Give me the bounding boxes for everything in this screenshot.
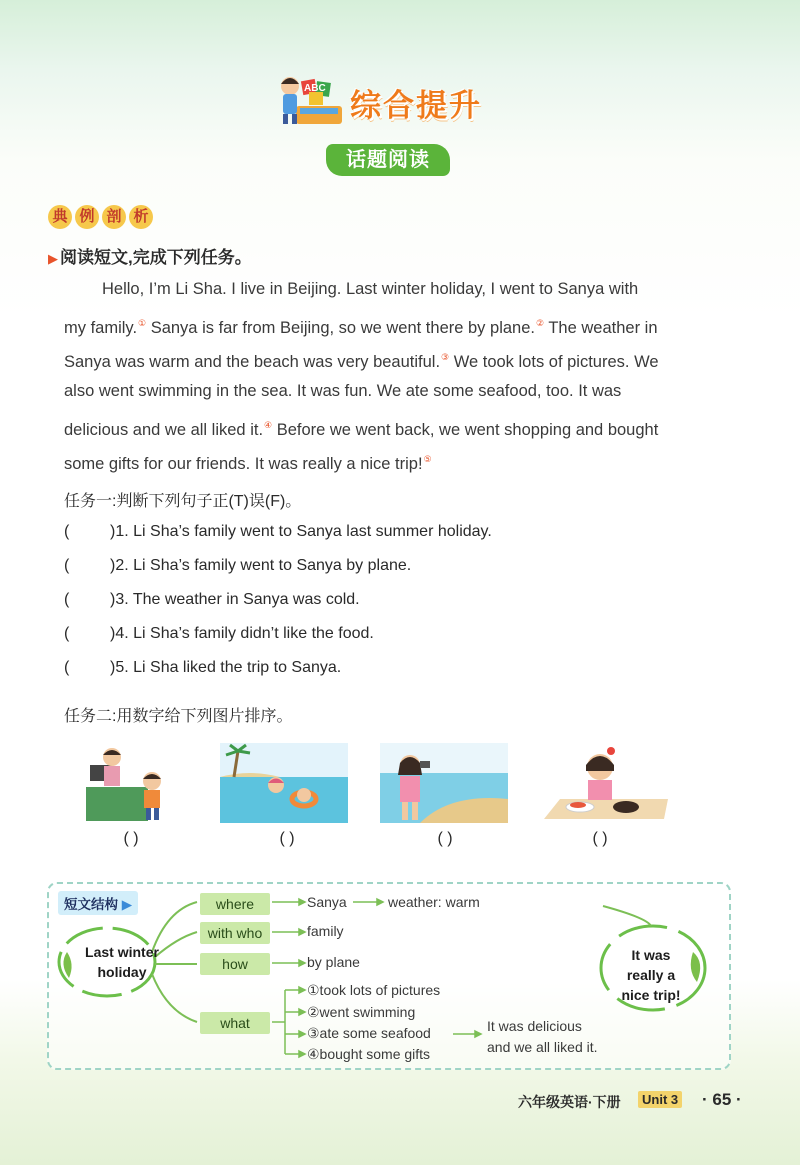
task2-title: 任务二:用数字给下列图片排序。 <box>64 708 293 725</box>
key-how: how <box>200 953 270 975</box>
order-blank[interactable]: ( ) <box>279 830 295 847</box>
question-row <box>64 557 411 575</box>
passage-line <box>64 442 730 481</box>
section-tag-char: 典 <box>48 205 72 229</box>
instruction <box>48 243 252 268</box>
task1-title: 任务一:判断下列句子正(T)误(F)。 <box>64 493 302 510</box>
passage-text: Sanya is far from Beijing, so we went there by plane. <box>146 319 535 337</box>
where-place: Sanya <box>307 894 347 910</box>
answer-blank[interactable]: ( <box>64 591 70 608</box>
sentence-marker: ① <box>138 318 147 328</box>
unit-badge: Unit 3 <box>638 1091 682 1108</box>
passage-text: The weather in <box>544 319 658 337</box>
structure-start-line: Last winter <box>85 944 159 960</box>
passage-text: Sanya was warm and the beach was very beautiful. <box>64 353 441 371</box>
structure-start <box>70 942 174 982</box>
what-item: ②went swimming <box>307 1004 416 1020</box>
sentence-marker: ③ <box>441 352 450 362</box>
question-text: )3. The weather in Sanya was cold. <box>110 591 360 608</box>
passage-line <box>64 374 730 408</box>
book-title: 六年级英语·下册 <box>518 1094 621 1110</box>
structure-end-line: really a <box>626 967 676 983</box>
structure-note-line: and we all liked it. <box>487 1039 598 1055</box>
structure-note-line: It was delicious <box>487 1018 582 1034</box>
question-row <box>64 523 492 541</box>
question-text: )2. Li Sha’s family went to Sanya by plane. <box>110 557 412 574</box>
page-number: · 65 · <box>702 1090 742 1109</box>
answer-blank[interactable]: ( <box>64 625 70 642</box>
passage-line <box>64 272 730 306</box>
structure-end-line: nice trip! <box>621 987 681 1003</box>
what-item: ①took lots of pictures <box>307 982 441 998</box>
with-who-value: family <box>307 923 344 939</box>
how-value: by plane <box>307 954 360 970</box>
section-tag-char: 析 <box>129 205 153 229</box>
question-text: )1. Li Sha’s family went to Sanya last summer holiday. <box>110 523 492 540</box>
sentence-marker: ② <box>535 318 545 328</box>
sentence-marker: ④ <box>264 420 273 430</box>
structure-label-text: 短文结构 <box>64 897 118 912</box>
section-tag-char: 例 <box>75 205 99 229</box>
triangle-right-icon: ▶ <box>121 897 133 912</box>
section-tag-char: 剖 <box>102 205 126 229</box>
beach-photo-scene-icon <box>380 743 508 823</box>
structure-start-line: holiday <box>97 964 147 980</box>
passage-text: my family. <box>64 319 138 337</box>
structure-end-line: It was <box>631 947 671 963</box>
passage-text: Before we went back, we went shopping and bought <box>272 421 659 439</box>
passage-text: some gifts for our friends. It was really a nice trip! <box>64 455 423 473</box>
eating-seafood-scene-icon <box>540 743 668 823</box>
passage-text: also went swimming in the sea. It was fun. We ate some seafood, too. It was <box>64 382 622 400</box>
question-row <box>64 659 341 677</box>
order-blank[interactable]: ( ) <box>123 830 139 847</box>
kid-with-abc-blocks-icon <box>276 72 346 126</box>
page-title: 综合提升 <box>350 88 482 123</box>
shopping-scene-icon <box>74 743 202 823</box>
question-text: )4. Li Sha’s family didn’t like the food. <box>110 625 374 642</box>
key-with-who: with who <box>200 922 270 944</box>
where-weather: weather: warm <box>388 894 480 910</box>
key-what: what <box>200 1012 270 1034</box>
question-text: )5. Li Sha liked the trip to Sanya. <box>110 659 342 676</box>
logo-text: ABC <box>304 83 326 94</box>
structure-end <box>610 945 692 1005</box>
passage-text: Hello, I’m Li Sha. I live in Beijing. Last winter holiday, I went to Sanya with <box>102 280 639 298</box>
section-subtitle: 话题阅读 <box>326 144 450 176</box>
answer-blank[interactable]: ( <box>64 557 70 574</box>
sentence-marker: ⑤ <box>423 454 432 464</box>
question-row <box>64 625 374 643</box>
order-blank[interactable]: ( ) <box>592 830 608 847</box>
structure-note <box>487 1016 598 1058</box>
triangle-bullet-icon: ▶ <box>48 251 58 266</box>
what-item: ④bought some gifts <box>307 1046 431 1062</box>
order-blank[interactable]: ( ) <box>437 830 453 847</box>
key-where: where <box>200 893 270 915</box>
passage-text: We took lots of pictures. We <box>449 353 659 371</box>
passage-text: delicious and we all liked it. <box>64 421 264 439</box>
swimming-scene-icon <box>220 743 348 823</box>
section-tag <box>48 205 153 229</box>
answer-blank[interactable]: ( <box>64 659 70 676</box>
question-row <box>64 591 360 609</box>
instruction-text: 阅读短文,完成下列任务。 <box>60 248 252 267</box>
what-item: ③ate some seafood <box>307 1025 431 1041</box>
answer-blank[interactable]: ( <box>64 523 70 540</box>
